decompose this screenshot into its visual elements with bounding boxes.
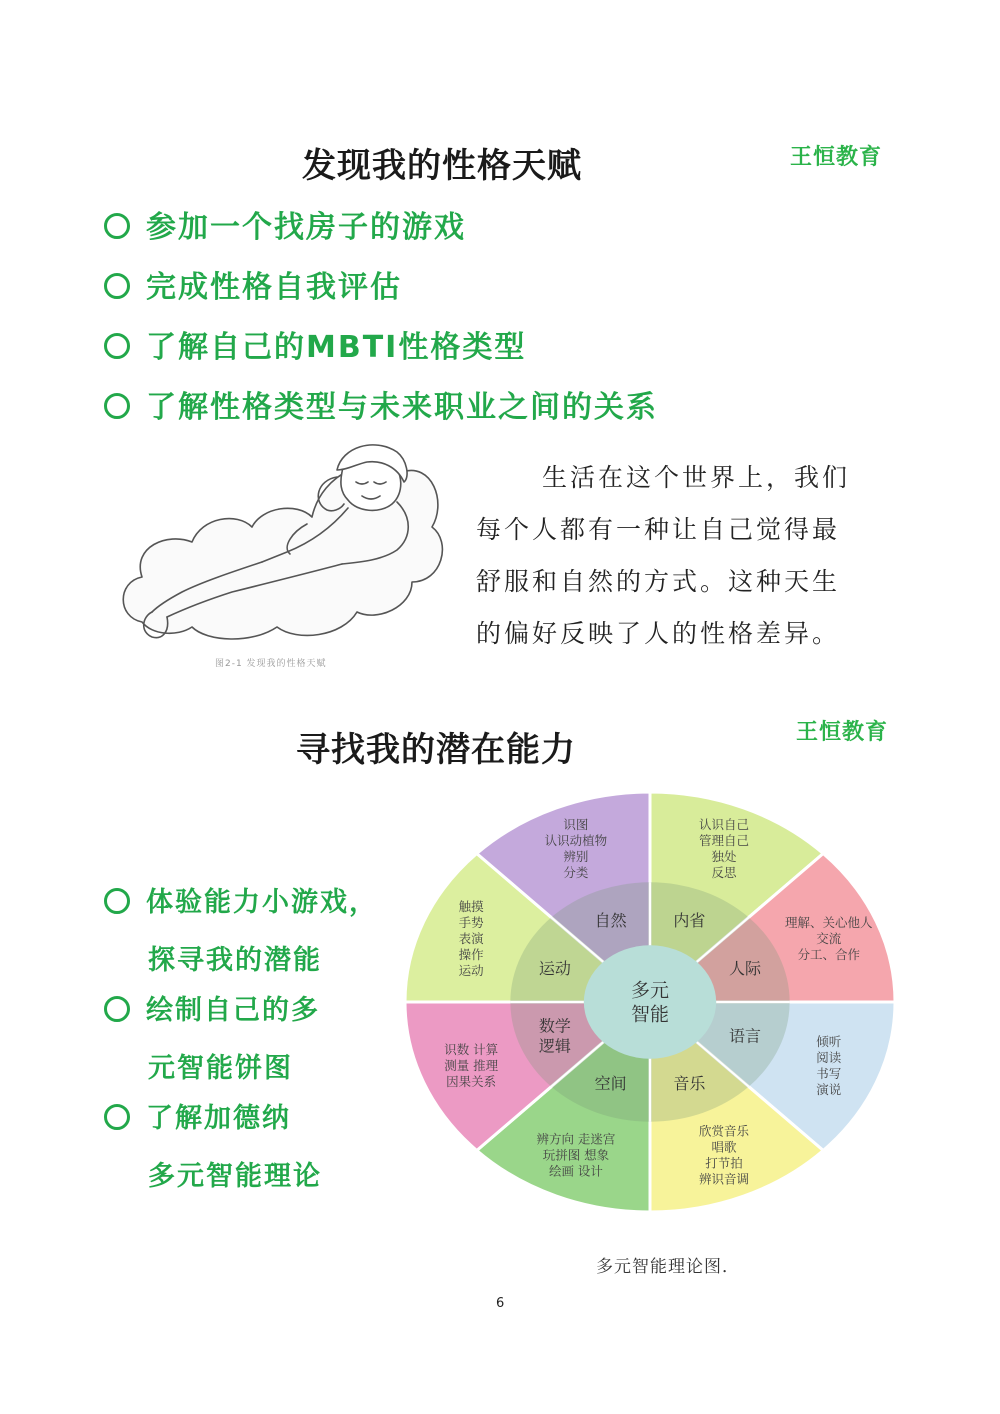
section2-goal-2: 绘制自己的多 元智能饼图	[104, 982, 320, 1098]
bullet-circle-icon	[104, 393, 130, 419]
segment-label: 语言	[729, 1026, 762, 1046]
segment-items: 识图认识动植物辨别分类	[544, 817, 608, 881]
section1-goal-4: 了解性格类型与未来职业之间的关系	[104, 382, 658, 426]
segment-label: 音乐	[673, 1074, 706, 1094]
bullet-circle-icon	[104, 996, 130, 1022]
segment-label: 运动	[538, 958, 571, 978]
section1-paragraph	[476, 452, 850, 660]
segment-items: 理解、关心他人交流分工、合作	[785, 914, 873, 962]
bullet-circle-icon	[104, 1104, 130, 1130]
segment-items: 倾听阅读书写演说	[816, 1033, 842, 1097]
section1-brand: 王恒教育	[790, 145, 883, 170]
paragraph-line: 的偏好反映了人的性格差异。	[476, 619, 841, 648]
section2-brand: 王恒教育	[796, 720, 889, 745]
section2-goal-1: 体验能力小游戏， 探寻我的潜能	[104, 874, 378, 990]
center-disc	[584, 945, 716, 1058]
segment-items: 认识自己管理自己独处反思	[699, 817, 750, 881]
center-label: 多元智能	[630, 979, 670, 1026]
figure-caption: 图2-1 发现我的性格天赋	[215, 659, 327, 669]
paragraph-line: 生活在这个世界上，我们	[542, 463, 851, 492]
person-on-cloud-illustration	[112, 432, 452, 652]
segment-label: 数学逻辑	[538, 1016, 571, 1056]
segment-label: 自然	[594, 911, 627, 931]
segment-items: 识数 计算测量 推理因果关系	[444, 1041, 499, 1089]
segment-label: 人际	[729, 958, 762, 978]
segment-items: 触摸手势表演操作运动	[458, 898, 484, 978]
segment-items: 辨方向 走迷宫玩拼图 想象绘画 设计	[536, 1131, 616, 1179]
segment-label: 空间	[594, 1074, 627, 1094]
paragraph-line: 舒服和自然的方式。这种天生	[476, 567, 841, 596]
paragraph-line: 每个人都有一种让自己觉得最	[476, 515, 841, 544]
bullet-circle-icon	[104, 213, 130, 239]
section2-goal-3: 了解加德纳 多元智能理论	[104, 1090, 322, 1206]
section1-goal-3: 了解自己的MBTI性格类型	[104, 322, 526, 366]
segment-label: 内省	[673, 911, 706, 931]
section1-goal-2: 完成性格自我评估	[104, 262, 402, 306]
bullet-circle-icon	[104, 888, 130, 914]
section1-title: 发现我的性格天赋	[302, 146, 582, 186]
pie-caption: 多元智能理论图．	[596, 1257, 740, 1277]
segment-items: 欣赏音乐唱歌打节拍辨识音调	[699, 1123, 750, 1187]
section2-title: 寻找我的潜在能力	[296, 730, 576, 770]
bullet-circle-icon	[104, 273, 130, 299]
multiple-intelligences-chart	[400, 790, 900, 1230]
bullet-circle-icon	[104, 333, 130, 359]
section1-goal-1: 参加一个找房子的游戏	[104, 202, 466, 246]
page-number: 6	[496, 1296, 505, 1311]
